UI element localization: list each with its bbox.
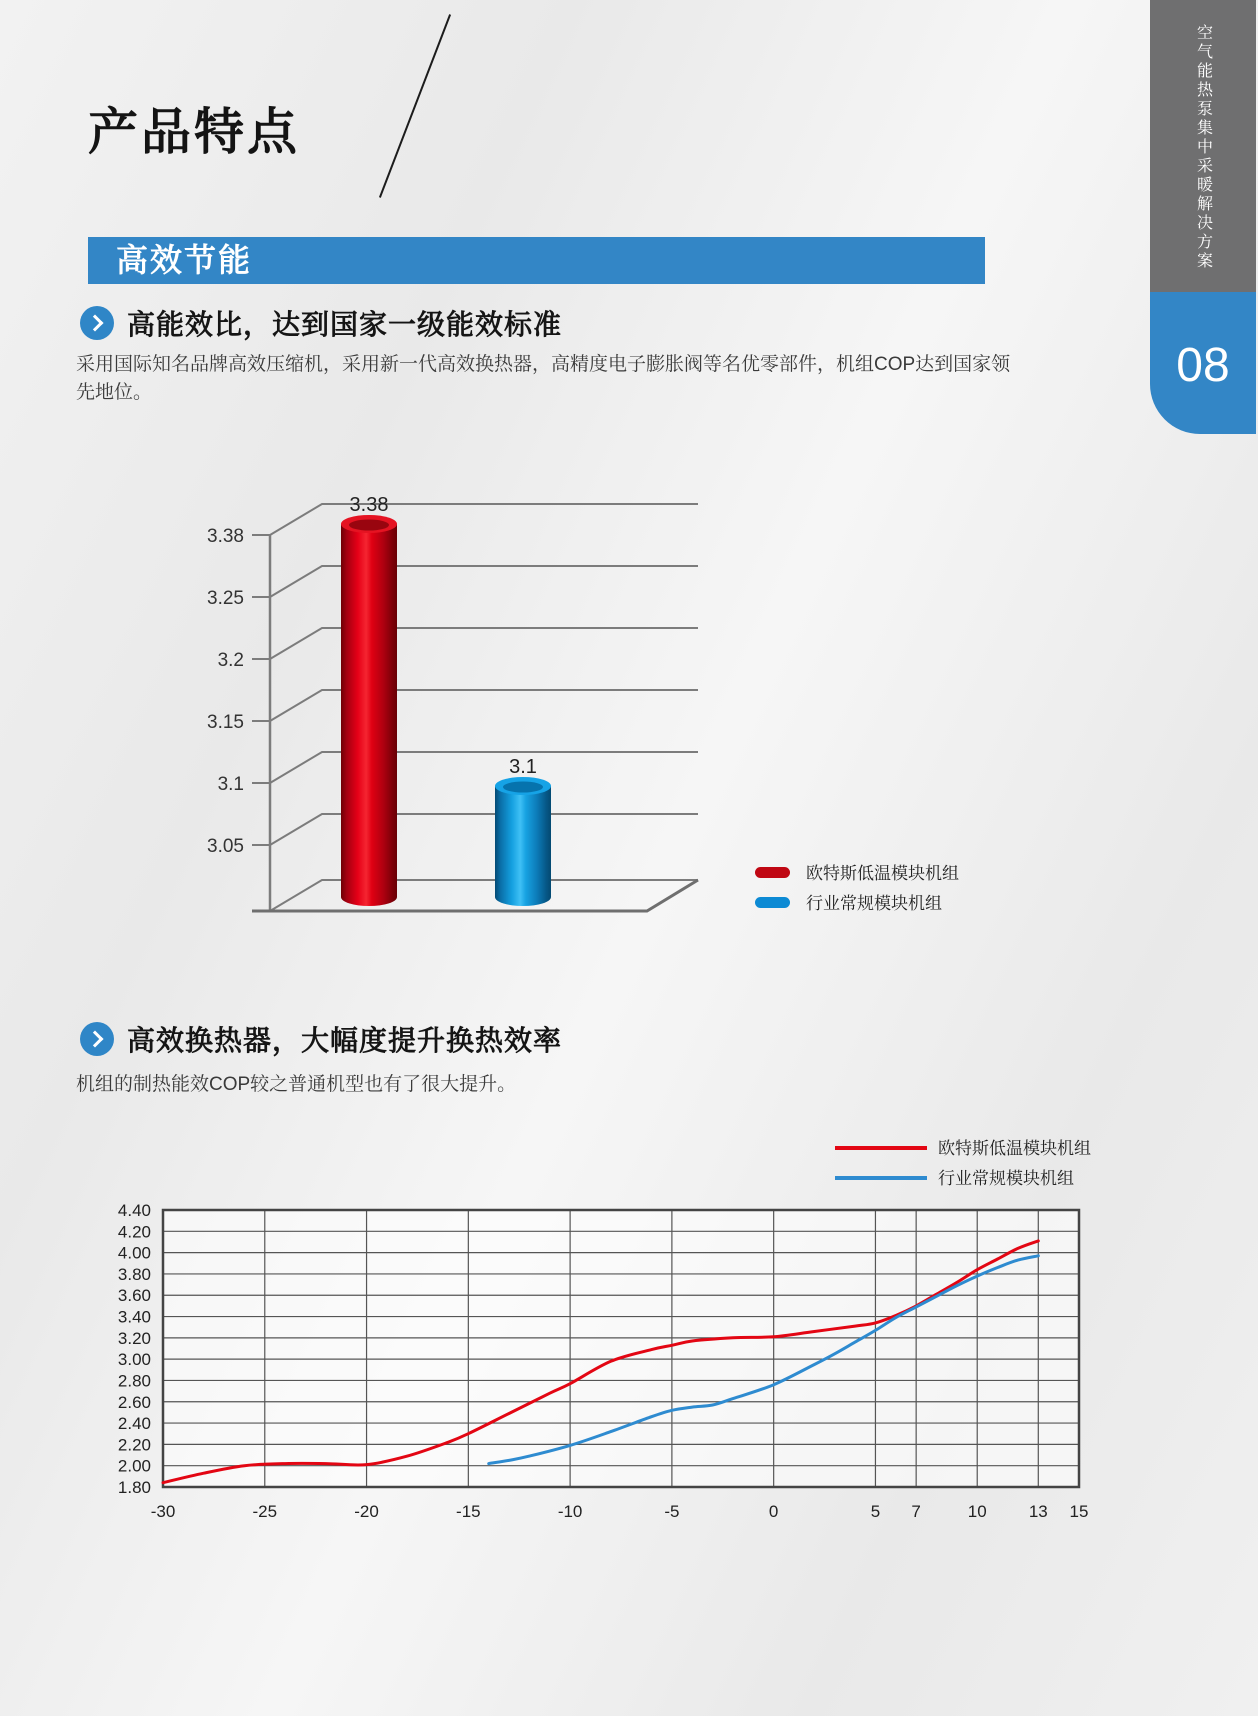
x-tick-label: -10 [557, 1502, 583, 1521]
y-tick-label: 3.05 [207, 836, 244, 857]
x-tick-label: -15 [456, 1502, 481, 1521]
x-tick-label: 13 [1028, 1502, 1048, 1521]
bar-grid-line [270, 814, 698, 845]
bar-cylinder-red [341, 515, 397, 906]
x-tick-label: 5 [870, 1502, 881, 1521]
legend-label: 行业常规模块机组 [938, 1169, 1074, 1188]
y-tick-label: 1.80 [117, 1478, 151, 1497]
cylinder-body [495, 786, 551, 897]
bar-value-label: 3.1 [509, 756, 537, 778]
bar-grid-line [270, 504, 698, 535]
floor-back-edge [270, 880, 698, 911]
cop-bar-chart [0, 430, 1100, 960]
chevron-right-icon [80, 306, 114, 340]
cylinder-body [341, 524, 397, 897]
x-tick-label: 0 [768, 1502, 779, 1521]
legend-label: 欧特斯低温模块机组 [938, 1139, 1091, 1158]
section2-heading: 高效换热器，大幅度提升换热效率 [127, 1025, 563, 1056]
y-tick-label: 2.20 [117, 1435, 151, 1455]
y-tick-label: 3.80 [117, 1264, 151, 1284]
legend-swatch[interactable] [755, 867, 790, 878]
x-tick-label: -30 [150, 1502, 176, 1521]
section-banner-label: 高效节能 [116, 242, 253, 278]
legend-label: 行业常规模块机组 [806, 894, 942, 913]
sidebar-tab [1150, 0, 1256, 292]
decorative-slash [379, 14, 451, 198]
floor-front-edge [252, 880, 698, 911]
x-tick-label: 10 [967, 1502, 987, 1521]
page-number-badge [1150, 292, 1256, 434]
y-tick-label: 3.00 [117, 1350, 151, 1370]
page-title: 产品特点 [88, 104, 300, 160]
page-number: 08 [1176, 338, 1230, 392]
x-tick-label: -5 [664, 1502, 680, 1521]
section1-body: 采用国际知名品牌高效压缩机，采用新一代高效换热器，高精度电子膨胀阀等名优零部件，机组COP达到国家领先地位。 [76, 354, 1011, 403]
y-tick-label: 3.38 [207, 526, 244, 547]
y-tick-label: 3.25 [207, 588, 244, 609]
x-tick-label: 15 [1069, 1502, 1089, 1521]
bar-grid-line [270, 690, 698, 721]
y-tick-label: 3.40 [117, 1307, 151, 1327]
y-tick-label: 2.60 [117, 1392, 151, 1412]
y-tick-label: 4.40 [117, 1201, 151, 1220]
y-tick-label: 2.80 [117, 1371, 151, 1391]
y-tick-label: 3.20 [117, 1328, 151, 1348]
section1-heading: 高能效比，达到国家一级能效标准 [127, 309, 563, 340]
bar-grid-line [270, 752, 698, 783]
bar-grid-line [270, 566, 698, 597]
cylinder-top-inner [349, 520, 389, 531]
x-tick-label: -20 [354, 1502, 379, 1521]
section1-heading-row [80, 303, 562, 343]
cylinder-top-inner [503, 782, 543, 793]
section-banner [88, 237, 985, 284]
y-tick-label: 3.2 [217, 650, 244, 671]
bar-cylinder-blue [495, 777, 551, 906]
section2-heading-row [80, 1019, 562, 1059]
y-tick-label: 3.60 [117, 1286, 151, 1306]
plot-background [163, 1210, 1079, 1487]
x-tick-label: -25 [252, 1502, 278, 1521]
y-tick-label: 3.15 [207, 712, 244, 733]
bar-value-label: 3.38 [349, 494, 389, 516]
cop-line-chart [0, 1100, 1258, 1580]
bar-grid-line [270, 628, 698, 659]
y-tick-label: 3.1 [217, 774, 244, 795]
y-tick-label: 2.00 [117, 1456, 151, 1476]
legend-swatch[interactable] [755, 897, 790, 908]
y-tick-label: 4.00 [117, 1243, 151, 1263]
sidebar-vertical-title: 空气能热泵集中采暖解决方案 [1194, 24, 1212, 271]
x-tick-label: 7 [911, 1502, 921, 1521]
y-tick-label: 4.20 [117, 1222, 151, 1242]
chevron-right-icon [80, 1022, 114, 1056]
legend-label: 欧特斯低温模块机组 [806, 864, 959, 883]
y-tick-label: 2.40 [117, 1414, 151, 1434]
section2-body: 机组的制热能效COP较之普通机型也有了很大提升。 [76, 1074, 517, 1095]
